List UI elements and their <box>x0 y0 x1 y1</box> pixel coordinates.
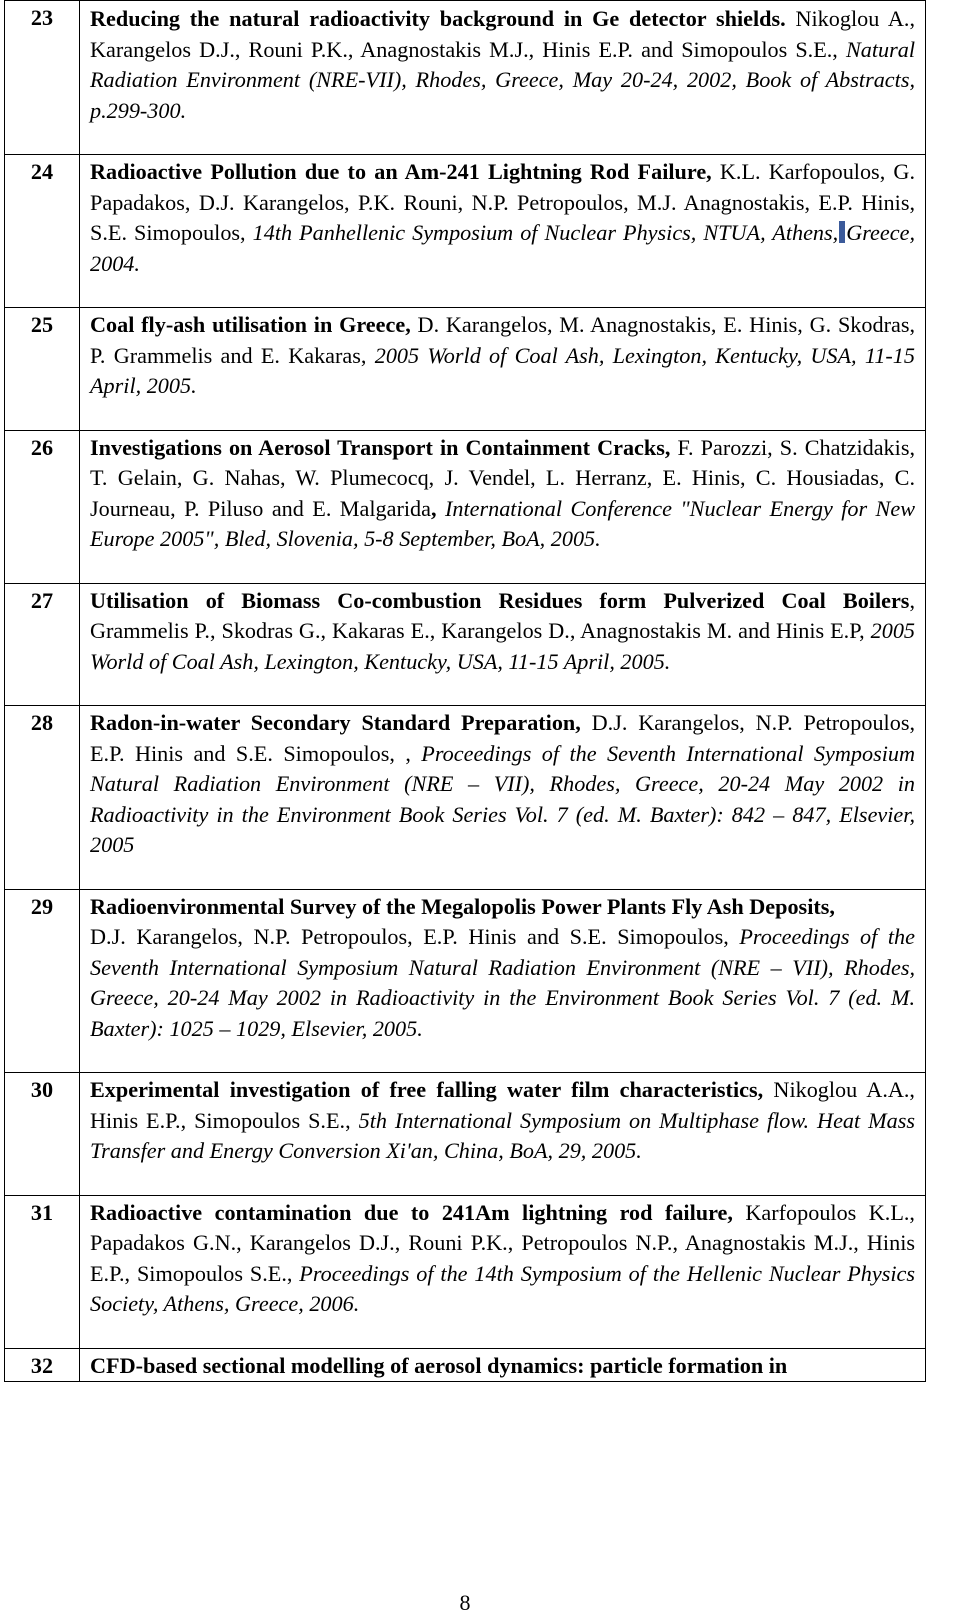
entry-number: 23 <box>5 1 80 155</box>
entry-number: 32 <box>5 1348 80 1382</box>
publications-table <box>4 0 926 1382</box>
publication-row <box>5 889 926 1073</box>
authors: D.J. Karangelos, N.P. Petropoulos, E.P. Hinis and S.E. Simopoulos, <box>90 924 740 949</box>
venue-continued: Greece, 2004. <box>90 220 915 276</box>
publication-row <box>5 706 926 890</box>
authors: F. Parozzi, S. Chatzidakis, T. Gelain, G. Nahas, W. Plumecocq, J. Vendel, L. Herranz, E. Hinis, C. Housiadas, C. Journeau, P. Piluso and E. Malgarida <box>90 434 915 521</box>
reference-text <box>80 583 926 706</box>
entry-number: 25 <box>5 308 80 431</box>
paper-title: Experimental investigation of free falling water film characteristics, <box>90 1077 764 1102</box>
paper-title: Coal fly-ash utilisation in Greece, <box>90 312 411 337</box>
publication-row <box>5 1348 926 1382</box>
entry-number: 27 <box>5 583 80 706</box>
paper-title: Radioactive contamination due to 241Am lightning rod failure, <box>90 1199 733 1225</box>
venue: International Conference "Nuclear Energy for New Europe 2005", Bled, Slovenia, 5-8 September, BoA, 2005. <box>90 495 916 551</box>
authors: D.J. Karangelos, N.P. Petropoulos, E.P. Hinis and S.E. Simopoulos, , <box>90 710 915 766</box>
venue: Proceedings of the 14th Symposium of the Hellenic Nuclear Physics Society, Athens, Greece, 2006. <box>90 1260 915 1316</box>
publication-row <box>5 430 926 583</box>
venue: Natural Radiation Environment (NRE-VII), Rhodes, Greece, May 20-24, 2002, Book of Abstracts, p.299-300. <box>90 36 915 123</box>
entry-number: 28 <box>5 706 80 890</box>
entry-number: 29 <box>5 889 80 1073</box>
venue: Proceedings of the Seventh International Symposium Natural Radiation Environment (NRE – VII), Rhodes, Greece, 20-24 May 2002 in Radioactivity in the Environment Book Series Vol. 7 (ed. M. Baxter): 842 – 847, Elsevier, 2005 <box>90 740 915 857</box>
authors: K.L. Karfopoulos, G. Papadakos, D.J. Karangelos, P.K. Rouni, N.P. Petropoulos, M.J. Anagnostakis, E.P. Hinis, S.E. Simopoulos, <box>90 159 915 245</box>
paper-title: Investigations on Aerosol Transport in Containment Cracks, <box>90 434 671 460</box>
venue: 2005 World of Coal Ash, Lexington, Kentucky, USA, 11-15 April, 2005. <box>90 618 915 674</box>
authors: Nikoglou A., Karangelos D.J., Rouni P.K., Anagnostakis M.J., Hinis E.P. and Simopoulos S.E., <box>90 6 915 62</box>
venue: 5th International Symposium on Multiphase flow. Heat Mass Transfer and Energy Conversion Xi'an, China, BoA, 29, 2005. <box>90 1107 915 1163</box>
publication-row <box>5 155 926 308</box>
paper-title: Radioactive Pollution due to an Am-241 Lightning Rod Failure, <box>90 159 712 184</box>
publication-row <box>5 1195 926 1348</box>
publication-row <box>5 1073 926 1196</box>
paper-title: CFD-based sectional modelling of aerosol dynamics: particle formation in <box>90 1352 788 1378</box>
authors: , Grammelis P., Skodras G., Kakaras E., Karangelos D., Anagnostakis M. and Hinis E.P, <box>90 587 915 643</box>
authors: Nikoglou A.A., Hinis E.P., Simopoulos S.E., <box>90 1077 915 1133</box>
publication-row <box>5 583 926 706</box>
page-number: 8 <box>459 1590 471 1615</box>
reference-text <box>80 1 926 155</box>
reference-text <box>80 1195 926 1348</box>
reference-text <box>80 430 926 583</box>
reference-text <box>80 308 926 431</box>
entry-number: 31 <box>5 1195 80 1348</box>
paper-title: Radioenvironmental Survey of the Megalopolis Power Plants Fly Ash Deposits, <box>90 893 835 919</box>
authors: Karfopoulos K.L., Papadakos G.N., Karangelos D.J., Rouni P.K., Petropoulos N.P., Anagnostakis M.J., Hinis E.P., Simopoulos S.E., <box>90 1199 915 1286</box>
paper-title: Utilisation of Biomass Co-combustion Residues form Pulverized Coal Boilers <box>90 587 910 613</box>
paper-title: Reducing the natural radioactivity background in Ge detector shields. <box>90 6 786 31</box>
reference-text <box>80 155 926 308</box>
reference-text <box>80 706 926 890</box>
venue: 14th Panhellenic Symposium of Nuclear Physics, NTUA, Athens, <box>252 220 839 245</box>
entry-number: 26 <box>5 430 80 583</box>
venue: Proceedings of the Seventh International Symposium Natural Radiation Environment (NRE – VII), Rhodes, Greece, 20-24 May 2002 in Radioactivity in the Environment Book Series Vol. 7 (ed. M. Baxter): 1025 – 1029, Elsevier, 2005. <box>90 924 915 1041</box>
entry-number: 24 <box>5 155 80 308</box>
publication-row <box>5 308 926 431</box>
venue: 2005 World of Coal Ash, Lexington, Kentucky, USA, 11-15 April, 2005. <box>90 342 915 398</box>
reference-text <box>80 1073 926 1196</box>
paper-title: Radon-in-water Secondary Standard Preparation, <box>90 710 581 735</box>
authors: D. Karangelos, M. Anagnostakis, E. Hinis, G. Skodras, P. Grammelis and E. Kakaras, <box>90 312 915 368</box>
separator-comma: , <box>431 495 437 521</box>
reference-text <box>80 1348 926 1382</box>
publication-row <box>5 1 926 155</box>
entry-number: 30 <box>5 1073 80 1196</box>
reference-text <box>80 889 926 1073</box>
text-cursor <box>839 221 845 243</box>
